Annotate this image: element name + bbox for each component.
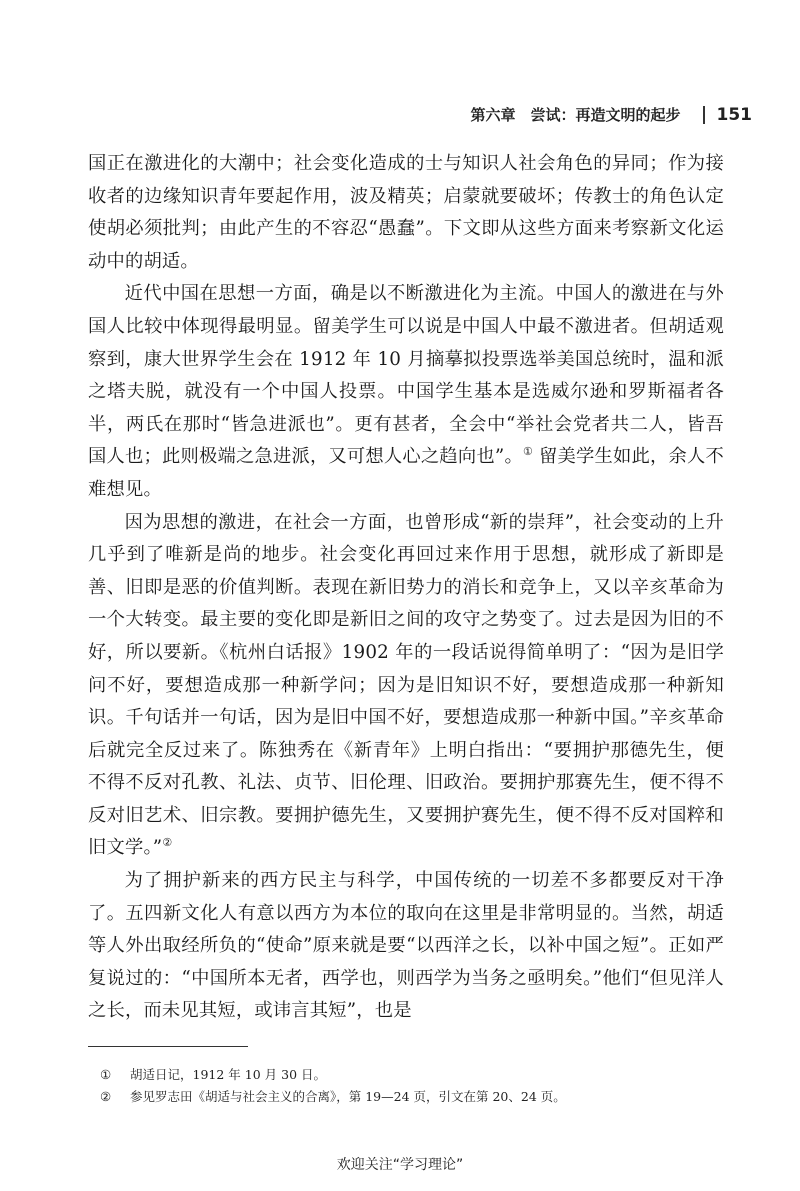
footnote-rule	[88, 1046, 248, 1047]
page-number: 151	[716, 104, 752, 125]
running-header	[470, 104, 752, 125]
footnote-ref[interactable]: ①	[522, 445, 534, 459]
paragraph-text: 因为思想的激进，在社会一方面，也曾形成“新的崇拜”，社会变动的上升几乎到了唯新是尚的地步。社会变化再回过来作用于思想，就形成了新即是善、旧即是恶的价值判断。表现在新旧势力的消长和竞争上，又以辛亥革命为一个大转变。最主要的变化即是新旧之间的攻守之势变了。过去是因为旧的不好，所以要新。《杭州白话报》1902 年的一段话说得简单明了：“因为是旧学问不好，要想造成那一种新学问；因为是旧知识不好，要想造成那一种新知识。千句话并一句话，因为是旧中国不好，要想造成那一种新中国。”辛亥革命后就完全反过来了。陈独秀在《新青年》上明白指出：“要拥护那德先生，便不得不反对孔教、礼法、贞节、旧伦理、旧政治。要拥护那赛先生，便不得不反对旧艺术、旧宗教。要拥护德先生，又要拥护赛先生，便不得不反对国粹和旧文学。”	[88, 511, 724, 859]
footnote-text: 胡适日记，1912 年 10 月 30 日。	[130, 1067, 326, 1082]
footnote	[100, 1086, 720, 1108]
paragraph-text: 近代中国在思想一方面，确是以不断激进化为主流。中国人的激进在与外国人比较中体现得最明显。留美学生可以说是中国人中最不激进者。但胡适观察到，康大世界学生会在 1912 年 10 月摘摹拟投票选举美国总统时，温和派之塔夫脱，就没有一个中国人投票。中国学生基本是选威尔逊和罗斯福者各半，两氏在那时“皆急进派也”。更有甚者，全会中“举社会党者共二人，皆吾国人也；此则极端之急进派，又可想人心之趋向也”。	[88, 283, 724, 468]
paragraph	[88, 148, 724, 278]
footnote-text: 参见罗志田《胡适与社会主义的合离》，第 19—24 页，引文在第 20、24 页。	[130, 1089, 566, 1104]
paragraph-text: 为了拥护新来的西方民主与科学，中国传统的一切差不多都要反对干净了。五四新文化人有意以西方为本位的取向在这里是非常明显的。当然，胡适等人外出取经所负的“使命”原来就是要“以西洋之长，以补中国之短”。正如严复说过的：“中国所本无者，西学也，则西学为当务之亟明矣。”他们“但见洋人之长，而未见其短，或讳言其短”，也是	[88, 870, 724, 1022]
body-text	[88, 148, 724, 1028]
header-divider	[703, 106, 705, 124]
paragraph	[88, 507, 724, 866]
paragraph-text: 国正在激进化的大潮中；社会变化造成的士与知识人社会角色的异同；作为接收者的边缘知识青年要起作用，波及精英；启蒙就要破坏；传教士的角色认定使胡必须批判；由此产生的不容忍“愚蠢”。下文即从这些方面来考察新文化运动中的胡适。	[88, 153, 724, 272]
footnote-mark: ①	[100, 1067, 112, 1082]
footnote-mark: ②	[100, 1089, 112, 1104]
paragraph-text: 留美学生如此，余人不难想见。	[88, 446, 724, 500]
footnote	[100, 1064, 720, 1086]
paragraph	[88, 278, 724, 506]
footnote-ref[interactable]: ②	[162, 836, 173, 850]
footer-note: 欢迎关注“学习理论”	[336, 1157, 464, 1173]
chapter-title: 第六章 尝试：再造文明的起步	[470, 106, 681, 124]
footnotes	[100, 1064, 720, 1108]
paragraph	[88, 865, 724, 1028]
